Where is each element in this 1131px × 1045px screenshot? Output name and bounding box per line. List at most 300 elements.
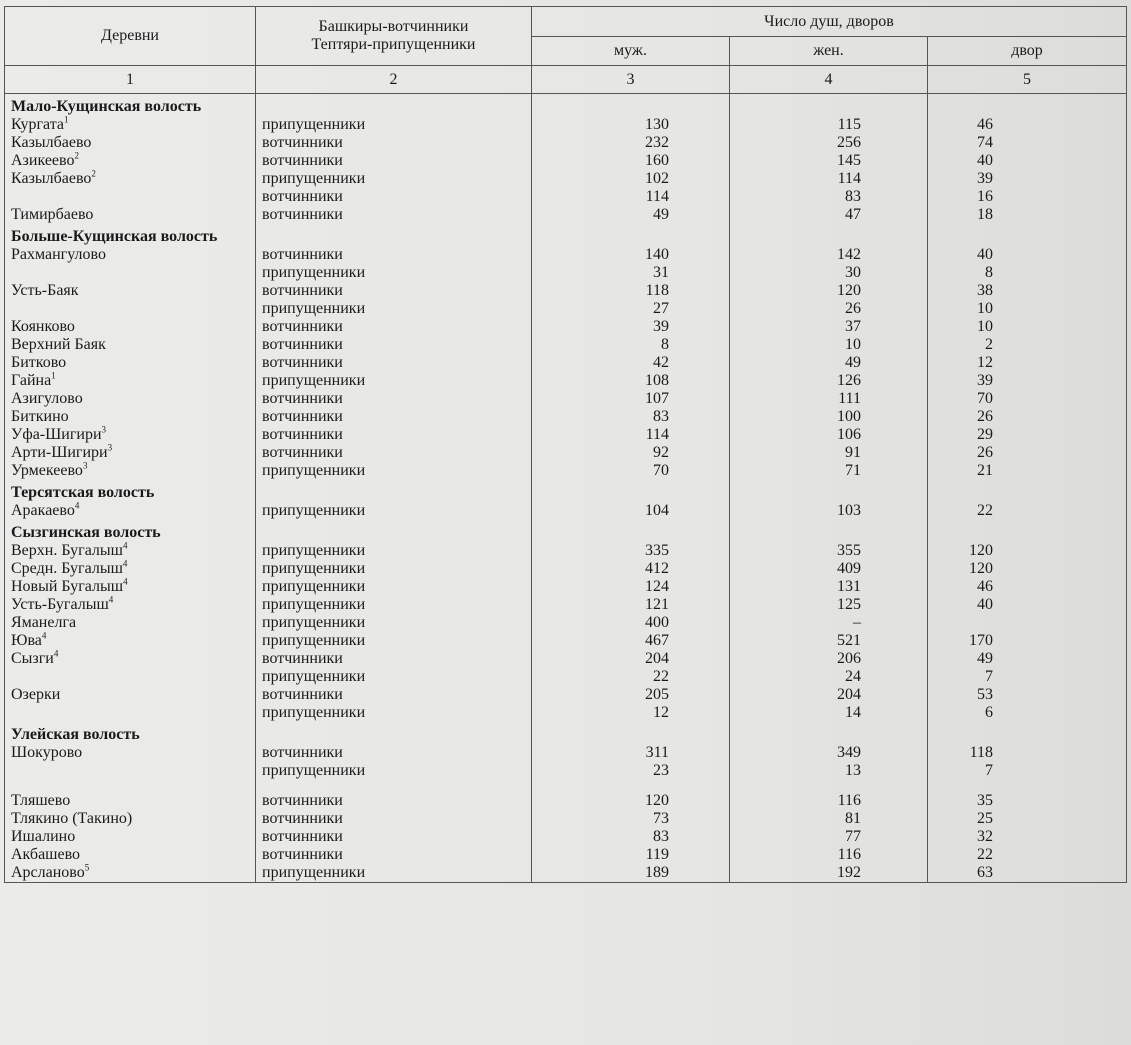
village-cell — [5, 542, 256, 560]
status-cell: вотчинники — [256, 686, 532, 704]
status-cell: припущенники — [256, 116, 532, 134]
volost-name: Сызгинская волость — [5, 520, 256, 542]
empty-cell — [730, 520, 928, 542]
male-count: 120 — [532, 792, 730, 810]
village-cell — [5, 282, 256, 300]
village-cell — [5, 134, 256, 152]
village-name: Битково — [11, 354, 67, 371]
volost-name: Мало-Кущинская волость — [5, 94, 256, 117]
status-cell: вотчинники — [256, 318, 532, 336]
table-row — [5, 336, 1127, 354]
status-cell: припущенники — [256, 170, 532, 188]
village-cell — [5, 354, 256, 372]
household-count: 22 — [928, 846, 1127, 864]
female-count: 116 — [730, 846, 928, 864]
table-row — [5, 354, 1127, 372]
household-count: 12 — [928, 354, 1127, 372]
household-count: 46 — [928, 116, 1127, 134]
female-count: 204 — [730, 686, 928, 704]
village-name: Урмекеево — [11, 462, 83, 479]
village-cell — [5, 188, 256, 206]
status-cell: вотчинники — [256, 426, 532, 444]
village-name: Тимирбаево — [11, 206, 94, 223]
empty-cell — [532, 94, 730, 117]
empty-cell — [256, 224, 532, 246]
village-name: Усть-Баяк — [11, 282, 79, 299]
status-cell: вотчинники — [256, 408, 532, 426]
household-count: 32 — [928, 828, 1127, 846]
table-row — [5, 762, 1127, 780]
village-name: Шокурово — [11, 744, 83, 761]
male-count: 83 — [532, 828, 730, 846]
column-number: 1 — [5, 66, 256, 94]
female-count: 349 — [730, 744, 928, 762]
spacer-row — [5, 780, 1127, 792]
footnote-mark: 4 — [122, 540, 128, 551]
household-count: 40 — [928, 246, 1127, 264]
male-count: 204 — [532, 650, 730, 668]
female-count: 114 — [730, 170, 928, 188]
household-count: 2 — [928, 336, 1127, 354]
male-count: 467 — [532, 632, 730, 650]
village-cell — [5, 560, 256, 578]
table-row — [5, 596, 1127, 614]
status-cell: вотчинники — [256, 246, 532, 264]
empty-cell — [532, 722, 730, 744]
female-count: 131 — [730, 578, 928, 596]
volost-name: Больше-Кущинская волость — [5, 224, 256, 246]
male-count: 121 — [532, 596, 730, 614]
male-count: 23 — [532, 762, 730, 780]
male-count: 8 — [532, 336, 730, 354]
village-cell — [5, 372, 256, 390]
status-cell: вотчинники — [256, 152, 532, 170]
village-name: Озерки — [11, 686, 61, 703]
male-count: 130 — [532, 116, 730, 134]
table-row — [5, 318, 1127, 336]
female-count: 106 — [730, 426, 928, 444]
header-villages: Деревни — [5, 7, 256, 66]
female-count: 521 — [730, 632, 928, 650]
footnote-mark: 5 — [84, 862, 90, 873]
volost-heading-row — [5, 722, 1127, 744]
village-cell — [5, 704, 256, 722]
header-households: двор — [928, 37, 1127, 66]
male-count: 114 — [532, 426, 730, 444]
status-cell: вотчинники — [256, 846, 532, 864]
female-count: 192 — [730, 864, 928, 883]
status-cell: припущенники — [256, 560, 532, 578]
female-count: 81 — [730, 810, 928, 828]
empty-cell — [730, 480, 928, 502]
household-count: 63 — [928, 864, 1127, 883]
footnote-mark: 2 — [74, 150, 79, 161]
status-cell: вотчинники — [256, 444, 532, 462]
household-count: 40 — [928, 596, 1127, 614]
status-cell: припущенники — [256, 542, 532, 560]
household-count: 6 — [928, 704, 1127, 722]
status-cell: вотчинники — [256, 744, 532, 762]
column-number: 3 — [532, 66, 730, 94]
female-count: 26 — [730, 300, 928, 318]
header-status — [256, 7, 532, 66]
empty-cell — [928, 780, 1127, 792]
male-count: 232 — [532, 134, 730, 152]
village-name: Азикеево — [11, 152, 75, 169]
female-count: 409 — [730, 560, 928, 578]
table-row — [5, 246, 1127, 264]
female-count: 100 — [730, 408, 928, 426]
female-count: 145 — [730, 152, 928, 170]
household-count: 8 — [928, 264, 1127, 282]
household-count: 38 — [928, 282, 1127, 300]
status-cell: вотчинники — [256, 810, 532, 828]
household-count: 7 — [928, 762, 1127, 780]
status-cell: вотчинники — [256, 650, 532, 668]
status-cell: припущенники — [256, 264, 532, 282]
empty-cell — [532, 780, 730, 792]
table-row — [5, 408, 1127, 426]
female-count: 355 — [730, 542, 928, 560]
female-count: 30 — [730, 264, 928, 282]
volost-name: Терсятская волость — [5, 480, 256, 502]
village-cell — [5, 264, 256, 282]
household-count: 18 — [928, 206, 1127, 224]
village-name: Биткино — [11, 408, 69, 425]
household-count: 16 — [928, 188, 1127, 206]
village-name: Аракаево — [11, 502, 75, 519]
table-row — [5, 444, 1127, 462]
footnote-mark: 4 — [123, 576, 128, 587]
village-cell — [5, 426, 256, 444]
status-cell: припущенники — [256, 372, 532, 390]
status-cell: припущенники — [256, 864, 532, 883]
village-name: Рахмангулово — [11, 246, 106, 263]
village-name: Тлякино (Такино) — [11, 810, 133, 827]
empty-cell — [256, 520, 532, 542]
footnote-mark: 2 — [91, 168, 96, 179]
village-name: Кургата — [11, 116, 65, 133]
male-count: 160 — [532, 152, 730, 170]
village-name: Азигулово — [11, 390, 83, 407]
table-row — [5, 462, 1127, 480]
volost-heading-row — [5, 224, 1127, 246]
household-count: 10 — [928, 300, 1127, 318]
empty-cell — [256, 480, 532, 502]
village-cell — [5, 650, 256, 668]
village-name: Акбашево — [11, 846, 81, 863]
male-count: 42 — [532, 354, 730, 372]
household-count: 7 — [928, 668, 1127, 686]
female-count: 256 — [730, 134, 928, 152]
empty-cell — [730, 94, 928, 117]
male-count: 104 — [532, 502, 730, 520]
table-body — [5, 94, 1127, 883]
village-cell — [5, 762, 256, 780]
female-count: 14 — [730, 704, 928, 722]
household-count: 10 — [928, 318, 1127, 336]
village-name: Арсланово — [11, 864, 85, 881]
table-row — [5, 300, 1127, 318]
village-cell — [5, 864, 256, 883]
volost-heading-row — [5, 480, 1127, 502]
female-count: 77 — [730, 828, 928, 846]
male-count: 92 — [532, 444, 730, 462]
male-count: 400 — [532, 614, 730, 632]
village-cell — [5, 578, 256, 596]
female-count: 10 — [730, 336, 928, 354]
table-row — [5, 206, 1127, 224]
status-cell: припущенники — [256, 300, 532, 318]
column-number: 4 — [730, 66, 928, 94]
village-name: Усть-Бугалыш — [11, 596, 109, 613]
village-cell — [5, 686, 256, 704]
table-row — [5, 632, 1127, 650]
empty-cell — [928, 480, 1127, 502]
empty-cell — [730, 780, 928, 792]
village-cell — [5, 246, 256, 264]
column-number: 5 — [928, 66, 1127, 94]
male-count: 107 — [532, 390, 730, 408]
status-cell: вотчинники — [256, 188, 532, 206]
village-cell — [5, 390, 256, 408]
header-counts-group: Число душ, дворов — [532, 7, 1127, 37]
female-count: 49 — [730, 354, 928, 372]
village-name: Гайна — [11, 372, 52, 389]
household-count — [928, 614, 1127, 632]
village-name: Казылбаево — [11, 170, 92, 187]
empty-cell — [928, 520, 1127, 542]
header-status-line2: Тептяри-припущенники — [311, 36, 476, 53]
empty-cell — [730, 722, 928, 744]
status-cell: вотчинники — [256, 282, 532, 300]
male-count: 83 — [532, 408, 730, 426]
table-row — [5, 116, 1127, 134]
village-name: Ишалино — [11, 828, 76, 845]
household-count: 118 — [928, 744, 1127, 762]
male-count: 189 — [532, 864, 730, 883]
status-cell: вотчинники — [256, 134, 532, 152]
population-table — [4, 6, 1127, 883]
table-row — [5, 864, 1127, 883]
status-cell: припущенники — [256, 614, 532, 632]
table-row — [5, 686, 1127, 704]
footnote-mark: 3 — [101, 424, 107, 435]
female-count: 103 — [730, 502, 928, 520]
male-count: 335 — [532, 542, 730, 560]
table-row — [5, 578, 1127, 596]
male-count: 108 — [532, 372, 730, 390]
village-cell — [5, 116, 256, 134]
household-count: 26 — [928, 408, 1127, 426]
volost-name: Улейская волость — [5, 722, 256, 744]
male-count: 102 — [532, 170, 730, 188]
village-cell — [5, 614, 256, 632]
female-count: 47 — [730, 206, 928, 224]
female-count: 120 — [730, 282, 928, 300]
status-cell: припущенники — [256, 462, 532, 480]
village-name: Казылбаево — [11, 134, 92, 151]
table-row — [5, 828, 1127, 846]
male-count: 22 — [532, 668, 730, 686]
female-count: 13 — [730, 762, 928, 780]
empty-cell — [928, 94, 1127, 117]
female-count: 83 — [730, 188, 928, 206]
status-cell: припущенники — [256, 578, 532, 596]
village-cell — [5, 632, 256, 650]
village-cell — [5, 668, 256, 686]
footnote-mark: 3 — [107, 442, 113, 453]
female-count: – — [730, 614, 928, 632]
status-cell: припущенники — [256, 596, 532, 614]
column-number: 2 — [256, 66, 532, 94]
male-count: 311 — [532, 744, 730, 762]
household-count: 39 — [928, 372, 1127, 390]
footnote-mark: 4 — [53, 648, 59, 659]
male-count: 12 — [532, 704, 730, 722]
status-cell: вотчинники — [256, 336, 532, 354]
village-cell — [5, 444, 256, 462]
status-cell: припущенники — [256, 762, 532, 780]
village-name: Верхний Баяк — [11, 336, 106, 353]
household-count: 120 — [928, 560, 1127, 578]
status-cell: вотчинники — [256, 390, 532, 408]
status-cell: вотчинники — [256, 354, 532, 372]
household-count: 25 — [928, 810, 1127, 828]
header-male: муж. — [532, 37, 730, 66]
female-count: 116 — [730, 792, 928, 810]
table-row — [5, 542, 1127, 560]
female-count: 125 — [730, 596, 928, 614]
female-count: 91 — [730, 444, 928, 462]
village-name: Уфа-Шигири — [11, 426, 102, 443]
table-row — [5, 152, 1127, 170]
village-cell — [5, 810, 256, 828]
table-row — [5, 188, 1127, 206]
female-count: 126 — [730, 372, 928, 390]
footnote-mark: 3 — [82, 460, 88, 471]
footnote-mark: 4 — [108, 594, 114, 605]
household-count: 35 — [928, 792, 1127, 810]
female-count: 142 — [730, 246, 928, 264]
table-row — [5, 650, 1127, 668]
male-count: 140 — [532, 246, 730, 264]
header-status-line1: Башкиры-вотчинники — [318, 18, 469, 35]
male-count: 205 — [532, 686, 730, 704]
male-count: 27 — [532, 300, 730, 318]
status-cell: припущенники — [256, 502, 532, 520]
status-cell: вотчинники — [256, 206, 532, 224]
village-cell — [5, 408, 256, 426]
male-count: 119 — [532, 846, 730, 864]
table-row — [5, 792, 1127, 810]
female-count: 111 — [730, 390, 928, 408]
male-count: 124 — [532, 578, 730, 596]
empty-cell — [256, 94, 532, 117]
table-row — [5, 426, 1127, 444]
female-count: 24 — [730, 668, 928, 686]
household-count: 49 — [928, 650, 1127, 668]
village-cell — [5, 318, 256, 336]
table-row — [5, 282, 1127, 300]
empty-cell — [5, 780, 256, 792]
village-cell — [5, 300, 256, 318]
village-name: Новый Бугалыш — [11, 578, 124, 595]
male-count: 118 — [532, 282, 730, 300]
village-cell — [5, 846, 256, 864]
volost-heading-row — [5, 94, 1127, 117]
table-row — [5, 846, 1127, 864]
village-name: Средн. Бугалыш — [11, 560, 123, 577]
household-count: 170 — [928, 632, 1127, 650]
village-cell — [5, 206, 256, 224]
empty-cell — [532, 520, 730, 542]
village-name: Тляшево — [11, 792, 71, 809]
table-header — [5, 7, 1127, 94]
empty-cell — [256, 780, 532, 792]
female-count: 37 — [730, 318, 928, 336]
household-count: 26 — [928, 444, 1127, 462]
male-count: 39 — [532, 318, 730, 336]
village-name: Сызги — [11, 650, 54, 667]
village-cell — [5, 170, 256, 188]
status-cell: припущенники — [256, 632, 532, 650]
table-row — [5, 614, 1127, 632]
village-name: Яманелга — [11, 614, 77, 631]
village-cell — [5, 462, 256, 480]
table-row — [5, 560, 1127, 578]
table-row — [5, 668, 1127, 686]
village-name: Арти-Шигири — [11, 444, 108, 461]
village-name: Верхн. Бугалыш — [11, 542, 123, 559]
male-count: 70 — [532, 462, 730, 480]
header-female: жен. — [730, 37, 928, 66]
household-count: 70 — [928, 390, 1127, 408]
household-count: 74 — [928, 134, 1127, 152]
female-count: 115 — [730, 116, 928, 134]
household-count: 22 — [928, 502, 1127, 520]
status-cell: вотчинники — [256, 792, 532, 810]
empty-cell — [532, 224, 730, 246]
male-count: 49 — [532, 206, 730, 224]
household-count: 46 — [928, 578, 1127, 596]
table-row — [5, 134, 1127, 152]
village-cell — [5, 744, 256, 762]
village-cell — [5, 502, 256, 520]
household-count: 120 — [928, 542, 1127, 560]
status-cell: припущенники — [256, 704, 532, 722]
household-count: 40 — [928, 152, 1127, 170]
village-cell — [5, 828, 256, 846]
footnote-mark: 4 — [74, 500, 80, 511]
table-row — [5, 744, 1127, 762]
status-cell: припущенники — [256, 668, 532, 686]
footnote-mark: 4 — [41, 630, 47, 641]
male-count: 73 — [532, 810, 730, 828]
table-row — [5, 810, 1127, 828]
household-count: 29 — [928, 426, 1127, 444]
village-cell — [5, 336, 256, 354]
household-count: 39 — [928, 170, 1127, 188]
empty-cell — [256, 722, 532, 744]
table-row — [5, 502, 1127, 520]
household-count: 53 — [928, 686, 1127, 704]
table-row — [5, 264, 1127, 282]
male-count: 412 — [532, 560, 730, 578]
table-row — [5, 170, 1127, 188]
female-count: 206 — [730, 650, 928, 668]
volost-heading-row — [5, 520, 1127, 542]
